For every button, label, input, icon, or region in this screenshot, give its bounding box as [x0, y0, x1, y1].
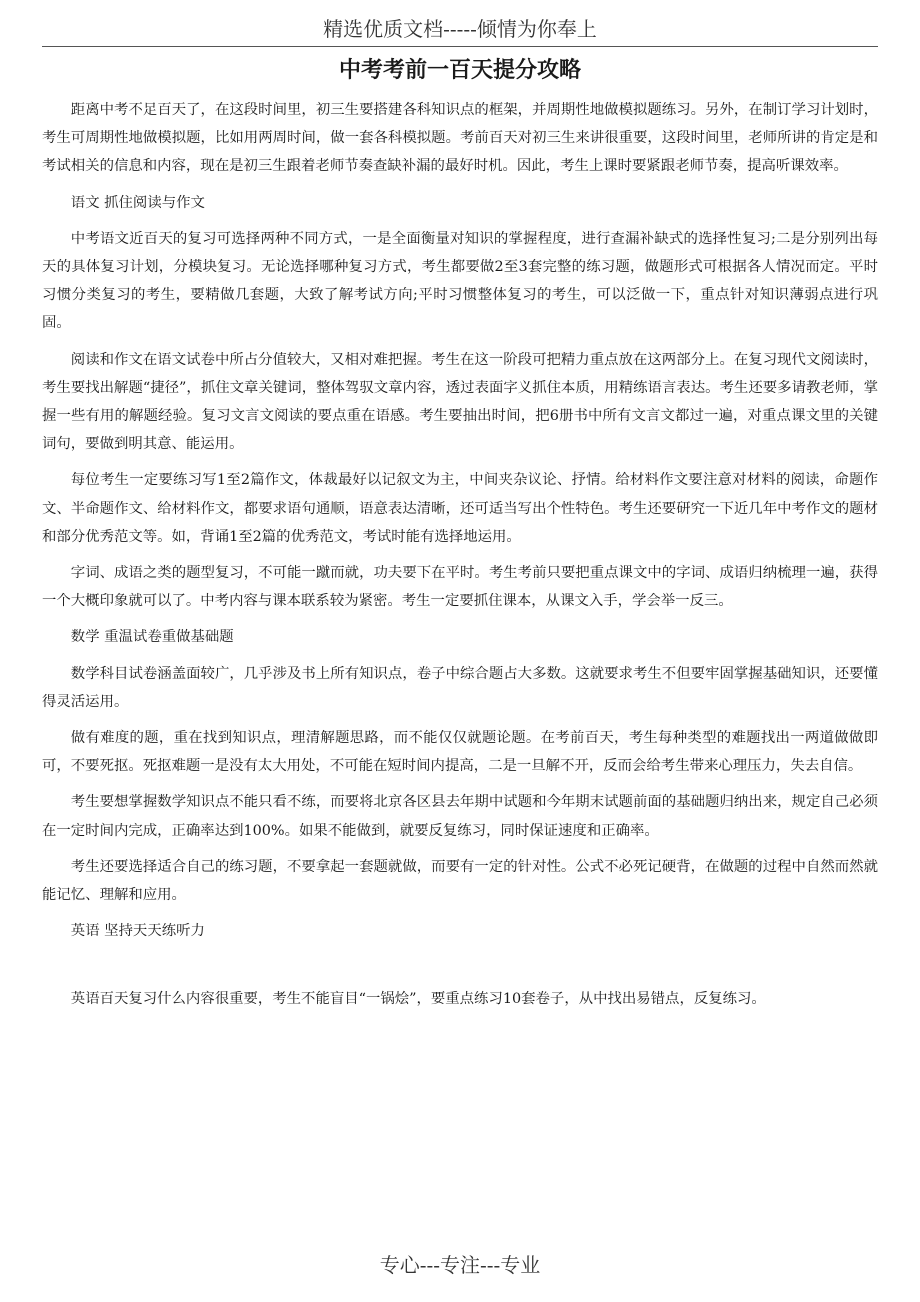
section-heading-math: 数学 重温试卷重做基础题 — [70, 629, 234, 646]
paragraph-intro: 距离中考不足百天了，在这段时间里，初三生要搭建各科知识点的框架，并周期性地做模拟题练习。另外，在制订学习计划时，考生可周期性地做模拟题，比如用两周时间，做一套各科模拟题。考前百天对初三生来讲很重要，这段时间里，老师所讲的肯定是和考试相关的信息和内容，现在是初三生跟着老师节奏查缺补漏的最好时机。因此，考生上课时要紧跟老师节奏，提高听课效率。 — [42, 102, 878, 175]
paragraph: 中考语文近百天的复习可选择两种不同方式，一是全面衡量对知识的掌握程度，进行查漏补缺式的选择性复习;二是分别列出每天的具体复习计划，分模块复习。无论选择哪种复习方式，考生都要做2至3套完整的练习题，做题形式可根据各人情况而定。平时习惯分类复习的考生，要精做几套题，大致了解考试方向;平时习惯整体复习的考生，可以泛做一下，重点针对知识薄弱点进行巩固。 — [42, 230, 878, 332]
page-header: 精选优质文档-----倾情为你奉上 — [323, 17, 597, 41]
paragraph: 数学科目试卷涵盖面较广，几乎涉及书上所有知识点，卷子中综合题占大多数。这就要求考生不但要牢固掌握基础知识，还要懂得灵活运用。 — [42, 665, 878, 710]
document-body — [42, 96, 878, 1022]
section-heading-chinese: 语文 抓住阅读与作文 — [70, 194, 205, 211]
paragraph: 英语百天复习什么内容很重要，考生不能盲目“一锅烩”，要重点练习10套卷子，从中找出易错点，反复练习。 — [70, 991, 766, 1008]
paragraph: 做有难度的题，重在找到知识点，理清解题思路，而不能仅仅就题论题。在考前百天，考生每种类型的难题找出一两道做做即可，不要死抠。死抠难题一是没有太大用处，不可能在短时间内提高，二是一旦解不开，反而会给考生带来心理压力，失去自信。 — [42, 730, 878, 775]
header-divider — [42, 46, 878, 47]
paragraph: 考生还要选择适合自己的练习题，不要拿起一套题就做，而要有一定的针对性。公式不必死记硬背，在做题的过程中自然而然就能记忆、理解和应用。 — [42, 858, 878, 904]
section-heading-english: 英语 坚持天天练听力 — [70, 923, 205, 940]
paragraph: 考生要想掌握数学知识点不能只看不练，而要将北京各区县去年期中试题和今年期末试题前面的基础题归纳出来，规定自己必须在一定时间内完成，正确率达到100%。如果不能做到，就要反复练习，同时保证速度和正确率。 — [42, 794, 878, 839]
paragraph: 每位考生一定要练习写1至2篇作文，体裁最好以记叙文为主，中间夹杂议论、抒情。给材料作文要注意对材料的阅读，命题作文、半命题作文、给材料作文，都要求语句通顺，语意表达清晰，还可适当写出个性特色。考生还要研究一下近几年中考作文的题材和部分优秀范文等。如，背诵1至2篇的优秀范文，考试时能有选择地运用。 — [42, 472, 878, 545]
page-footer: 专心---专注---专业 — [379, 1253, 541, 1277]
paragraph: 字词、成语之类的题型复习，不可能一蹴而就，功夫要下在平时。考生考前只要把重点课文中的字词、成语归纳梳理一遍，获得一个大概印象就可以了。中考内容与课本联系较为紧密。考生一定要抓住课本，从课文入手，学会举一反三。 — [42, 565, 878, 610]
document-title: 中考考前一百天提分攻略 — [338, 58, 581, 83]
paragraph: 阅读和作文在语文试卷中所占分值较大，又相对难把握。考生在这一阶段可把精力重点放在这两部分上。在复习现代文阅读时，考生要找出解题“捷径”，抓住文章关键词，整体驾驭文章内容，透过表面字义抓住本质，用精练语言表达。考生还要多请教老师，掌握一些有用的解题经验。复习文言文阅读的要点重在语感。考生要抽出时间，把6册书中所有文言文都过一遍，对重点课文里的关键词句，要做到明其意、能运用。 — [42, 351, 878, 453]
